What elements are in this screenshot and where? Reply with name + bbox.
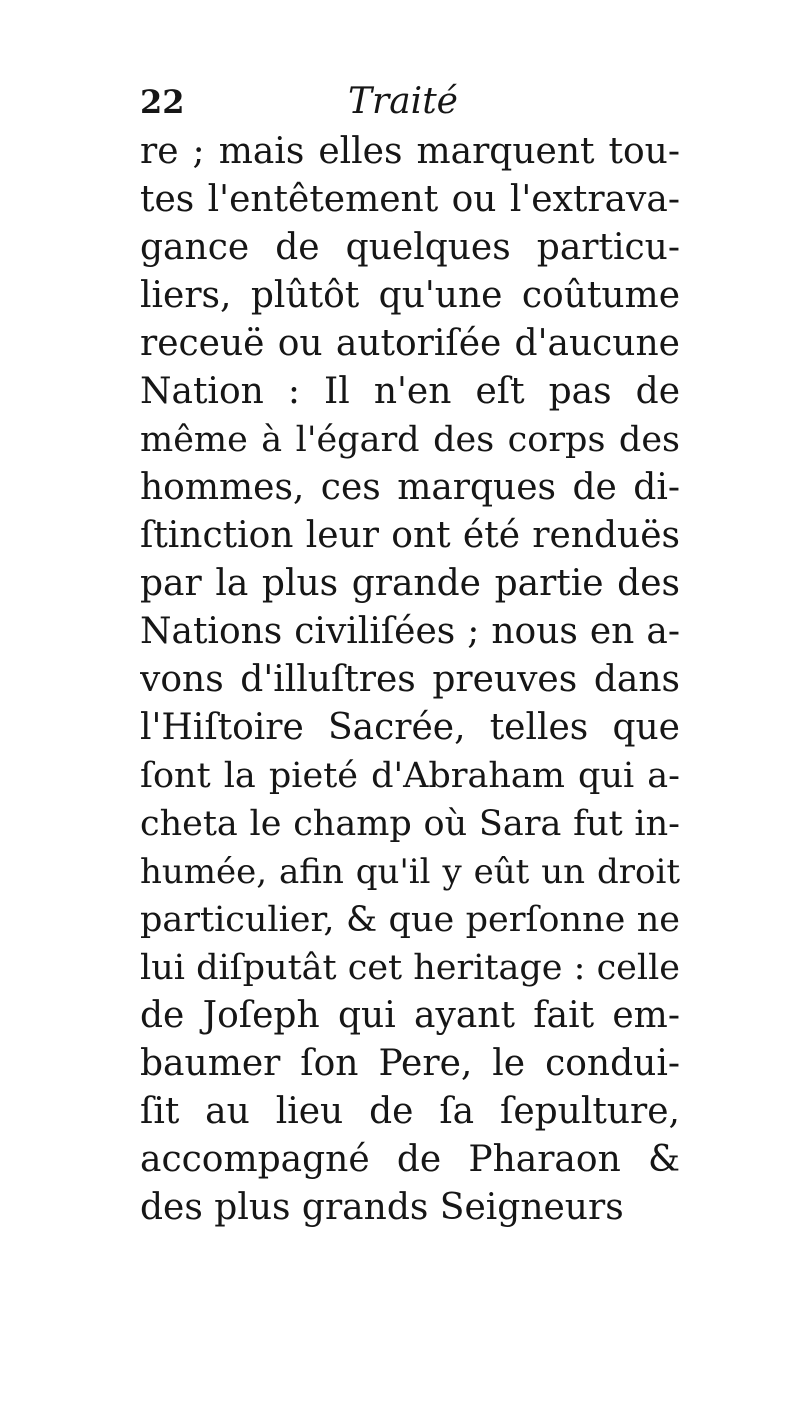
text-line: receuë ou autoriſée d'aucune bbox=[140, 323, 680, 364]
page-number: 22 bbox=[140, 83, 185, 121]
text-line: des plus grands Seigneurs bbox=[140, 1187, 624, 1228]
text-line: accompagné de Pharaon & bbox=[140, 1139, 680, 1180]
text-line: même à l'égard des corps des bbox=[140, 420, 680, 460]
text-line: re ; mais elles marquent tou- bbox=[140, 131, 680, 172]
text-line: l'Hiſtoire Sacrée, telles que bbox=[140, 707, 680, 748]
text-line: baumer ſon Pere, le condui- bbox=[140, 1043, 680, 1084]
text-line: ſit au lieu de ſa ſepulture, bbox=[140, 1091, 680, 1132]
text-line: lui diſputât cet heritage : celle bbox=[140, 948, 680, 988]
body-text bbox=[140, 128, 680, 1232]
text-line: humée, afin qu'il y eût un droit bbox=[140, 852, 680, 892]
text-line: particulier, & que perſonne ne bbox=[140, 900, 680, 940]
text-line: vons d'illuſtres preuves dans bbox=[140, 659, 680, 700]
text-line: ſont la pieté d'Abraham qui a- bbox=[140, 756, 680, 796]
running-head: Traité bbox=[348, 81, 458, 122]
text-line: ſtinction leur ont été renduës bbox=[140, 515, 680, 556]
text-line: cheta le champ où Sara fut in- bbox=[140, 804, 680, 844]
text-line: gance de quelques particu- bbox=[140, 227, 680, 268]
text-line: Nations civiliſées ; nous en a- bbox=[140, 611, 680, 652]
text-line: par la plus grande partie des bbox=[140, 563, 680, 604]
text-line: de Joſeph qui ayant fait em- bbox=[140, 995, 680, 1036]
page-header bbox=[140, 78, 680, 126]
text-line: tes l'entêtement ou l'extrava- bbox=[140, 179, 680, 220]
text-line: Nation : Il n'en eſt pas de bbox=[140, 371, 680, 412]
text-line: hommes, ces marques de di- bbox=[140, 467, 680, 508]
text-line: liers, plûtôt qu'une coûtume bbox=[140, 275, 680, 316]
